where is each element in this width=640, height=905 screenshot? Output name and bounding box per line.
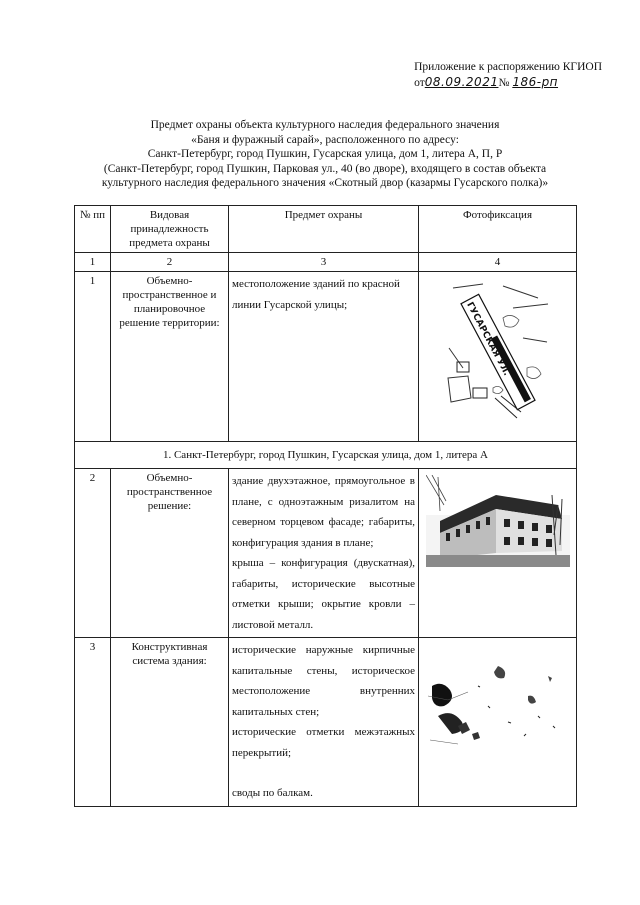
row-subject [229, 638, 419, 807]
row-number: 2 [75, 469, 111, 638]
annex-title: Приложение к распоряжению КГИОП [414, 61, 602, 73]
heading-line-2: «Баня и фуражный сарай», расположенного по адресу: [191, 133, 459, 146]
header-type: Видовая принадлежность предмета охраны [111, 206, 229, 253]
table-header-row [75, 206, 577, 253]
protection-subject-table [74, 205, 577, 807]
row-subject-part: здание двухэтажное, прямоугольное в плане, с одноэтажным ризалитом на северном торцевом фасаде; габариты, конфигурация здания в плане; [232, 475, 415, 549]
row-number: 1 [75, 272, 111, 442]
annex-date-line [414, 75, 602, 91]
row-subject-part: исторические наружные кирпичные капитальные стены, историческое местоположение внутренних капитальных стен; [232, 644, 415, 718]
row-subject: местоположение зданий по красной линии Гусарской улицы; [229, 272, 419, 442]
row-subject-part: своды по балкам. [232, 787, 313, 799]
annex-number-label: № [498, 77, 510, 89]
site-map-image [443, 278, 553, 426]
annex-date: 08.09.2021 [424, 75, 499, 89]
row-photo-cell [419, 272, 577, 442]
row-photo-cell [419, 638, 577, 807]
row-subject-part: крыша – конфигурация (двускатная), габариты, исторические высотные отметки крыши; окрытие кровли – листовой металл. [232, 557, 415, 631]
row-type: Объемно-пространственное и планировочное решение территории: [111, 272, 229, 442]
section-address: 1. Санкт-Петербург, город Пушкин, Гусарская улица, дом 1, литера А [75, 442, 577, 469]
column-number: 3 [229, 253, 419, 272]
document-heading [90, 118, 560, 191]
annex-from-label: от [414, 77, 425, 89]
row-type: Конструктивная система здания: [111, 638, 229, 807]
row-number: 3 [75, 638, 111, 807]
heading-line-1: Предмет охраны объекта культурного наследия федерального значения [150, 119, 500, 131]
header-photo: Фотофиксация [419, 206, 577, 253]
building-photo [426, 475, 570, 567]
row-photo-cell [419, 469, 577, 638]
heading-line-3: Санкт-Петербург, город Пушкин, Гусарская улица, дом 1, литера А, П, Р [147, 148, 503, 160]
heading-line-5: культурного наследия федерального значения «Скотный двор (казармы Гусарского полка)» [101, 177, 549, 189]
column-number: 4 [419, 253, 577, 272]
column-number: 2 [111, 253, 229, 272]
annex-reference [414, 60, 602, 91]
section-row [75, 442, 577, 469]
wall-photo [428, 656, 568, 752]
table-row [75, 638, 577, 807]
map-street-label: ГУСАРСКАЯ УЛ. [463, 300, 511, 378]
column-number-row [75, 253, 577, 272]
table-row [75, 469, 577, 638]
row-subject [229, 469, 419, 638]
header-number: № пп [75, 206, 111, 253]
column-number: 1 [75, 253, 111, 272]
spacer [232, 763, 415, 783]
table-row [75, 272, 577, 442]
annex-number: 186-рп [512, 75, 559, 89]
heading-line-4: (Санкт-Петербург, город Пушкин, Парковая ул., 40 (во дворе), входящего в состав объекта [103, 162, 547, 175]
header-subject: Предмет охраны [229, 206, 419, 253]
row-type: Объемно-пространственное решение: [111, 469, 229, 638]
row-subject-part: исторические отметки межэтажных перекрытий; [232, 726, 415, 759]
